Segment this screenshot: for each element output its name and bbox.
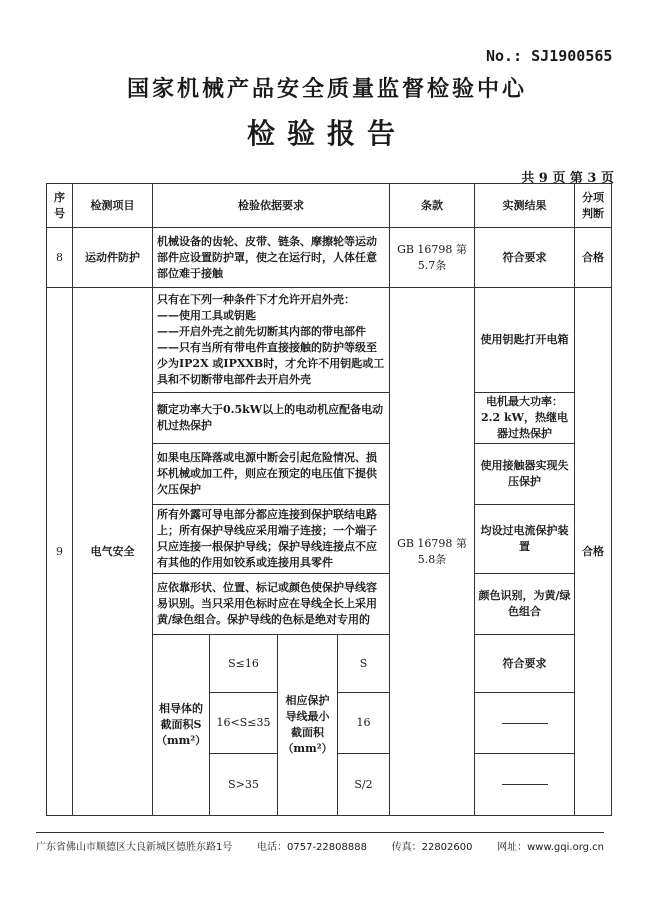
row9-seq: 9 xyxy=(47,288,73,816)
header-clause: 条款 xyxy=(390,184,475,228)
inner-cond-3: S>35 xyxy=(210,754,278,816)
inner-left-label: 相导体的截面积S（mm²） xyxy=(153,635,210,816)
table-row xyxy=(47,228,612,288)
row9-sub1-requirement: 只有在下列一种条件下才允许开启外壳： ——使用工具或钥匙 ——开启外壳之前先切断其内部的带电部件 ——只有当所有带电件直接接触的防护等级至少为IP2X 或IPXXB时，才允许不用钥匙或工具和不切断带电部件去开启外壳 xyxy=(153,288,390,393)
row9-sub4-result: 均设过电流保护装置 xyxy=(475,505,575,574)
row8-clause: GB 16798 第5.7条 xyxy=(390,228,475,288)
row8-seq: 8 xyxy=(47,228,73,288)
row8-verdict: 合格 xyxy=(575,228,612,288)
row9-sub5-requirement: 应依靠形状、位置、标记或颜色使保护导线容易识别。当只采用色标时应在导线全长上采用黄/绿色组合。保护导线的色标是绝对专用的 xyxy=(153,574,390,635)
table-row xyxy=(47,288,612,393)
header-verdict: 分项判断 xyxy=(575,184,612,228)
row9-sub5-result: 颜色识别，为黄/绿色组合 xyxy=(475,574,575,635)
row9-sub3-requirement: 如果电压降落或电源中断会引起危险情况、损坏机械或加工件，则应在预定的电压值下提供欠压保护 xyxy=(153,444,390,505)
row9-sub2-result: 电机最大功率：2.2 kW，热继电器过热保护 xyxy=(475,393,575,444)
inspection-table xyxy=(46,183,612,816)
footer xyxy=(36,838,604,853)
table-header-row xyxy=(47,184,612,228)
header-seq: 序号 xyxy=(47,184,73,228)
footer-address: 广东省佛山市顺德区大良新城区德胜东路1号 xyxy=(36,842,233,853)
footer-phone: 电话：0757-22808888 xyxy=(257,842,367,853)
footer-website: 网址：www.gqi.org.cn xyxy=(497,842,604,853)
row9-item: 电气安全 xyxy=(73,288,153,816)
row9-sub2-requirement: 额定功率大于0.5kW以上的电动机应配备电动机过热保护 xyxy=(153,393,390,444)
inner-val-1: S xyxy=(338,635,390,693)
footer-fax: 传真：22802600 xyxy=(391,842,473,853)
row9-sub3-result: 使用接触器实现失压保护 xyxy=(475,444,575,505)
row9-clause: GB 16798 第5.8条 xyxy=(390,288,475,816)
page-info: 共 9 页 第 3 页 xyxy=(521,171,614,186)
header-result: 实测结果 xyxy=(475,184,575,228)
center-title: 国家机械产品安全质量监督检验中心 xyxy=(126,76,527,102)
inner-cond-2: 16<S≤35 xyxy=(210,693,278,754)
row8-requirement: 机械设备的齿轮、皮带、链条、摩擦轮等运动部件应设置防护罩，使之在运行时，人体任意部位难于接触 xyxy=(153,228,390,288)
row9-verdict: 合格 xyxy=(575,288,612,816)
footer-divider xyxy=(36,832,604,833)
header-requirement: 检验依据要求 xyxy=(153,184,390,228)
dash-mark xyxy=(502,784,548,785)
dash-mark xyxy=(502,723,548,724)
row8-item: 运动件防护 xyxy=(73,228,153,288)
header-item: 检测项目 xyxy=(73,184,153,228)
row9-sub4-requirement: 所有外露可导电部分都应连接到保护联结电路上；所有保护导线应采用端子连接；一个端子只应连接一根保护导线；保护导线连接点不应有其他的作用如铰系或连接用具零件 xyxy=(153,505,390,574)
inner-cond-1: S≤16 xyxy=(210,635,278,693)
report-number: No.: SJ1900565 xyxy=(486,47,613,65)
inner-result-2 xyxy=(475,693,575,754)
row9-sub1-result: 使用钥匙打开电箱 xyxy=(475,288,575,393)
inner-val-2: 16 xyxy=(338,693,390,754)
report-title: 检验报告 xyxy=(246,117,407,150)
row8-result: 符合要求 xyxy=(475,228,575,288)
inner-mid-label: 相应保护导线最小截面积（mm²） xyxy=(278,635,338,816)
inner-val-3: S/2 xyxy=(338,754,390,816)
inner-result-3 xyxy=(475,754,575,816)
inner-result-1: 符合要求 xyxy=(475,635,575,693)
